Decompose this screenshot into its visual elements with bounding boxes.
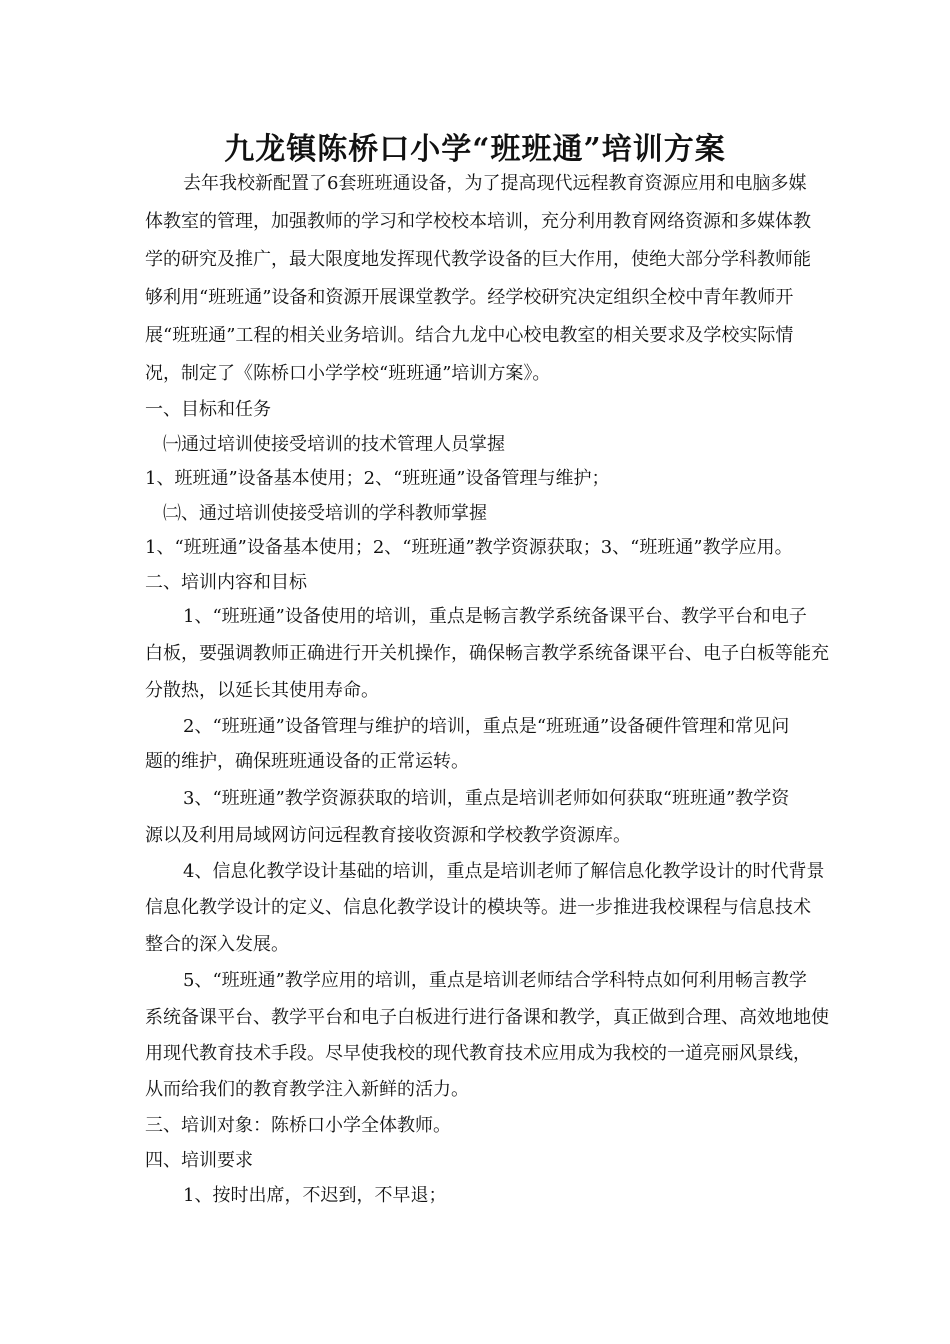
paragraph-line: 信息化教学设计的定义、信息化教学设计的模块等。进一步推进我校课程与信息技术 [145,897,811,918]
section-heading: 四、培训要求 [145,1150,253,1171]
paragraph-line: 展“班班通”工程的相关业务培训。结合九龙中心校电教室的相关要求及学校实际情 [145,325,794,346]
paragraph-line: 体教室的管理，加强教师的学习和学校校本培训，充分利用教育网络资源和多媒体教 [145,211,811,232]
paragraph-line: 5、“班班通”教学应用的培训，重点是培训老师结合学科特点如何利用畅言教学 [183,970,807,991]
paragraph-line: 1、“班班通”设备基本使用；2、“班班通”教学资源获取；3、“班班通”教学应用。 [145,537,793,558]
subsection-heading: ㈡、通过培训使接受培训的学科教师掌握 [163,503,487,524]
paragraph-line: 源以及利用局域网访问远程教育接收资源和学校教学资源库。 [145,825,631,846]
section-heading: 三、培训对象：陈桥口小学全体教师。 [145,1115,451,1136]
paragraph-line: 况，制定了《陈桥口小学学校“班班通”培训方案》。 [145,363,551,384]
paragraph-line: 3、“班班通”教学资源获取的培训，重点是培训老师如何获取“班班通”教学资 [183,788,790,809]
paragraph-line: 整合的深入发展。 [145,934,289,955]
paragraph-line: 题的维护，确保班班通设备的正常运转。 [145,751,469,772]
paragraph-line: 去年我校新配置了6套班班通设备，为了提高现代远程教育资源应用和电脑多媒 [183,173,807,194]
paragraph-line: 学的研究及推广，最大限度地发挥现代教学设备的巨大作用，使绝大部分学科教师能 [145,249,811,270]
paragraph-line: 1、“班班通”设备使用的培训，重点是畅言教学系统备课平台、教学平台和电子 [183,606,807,627]
paragraph-line: 够利用“班班通”设备和资源开展课堂教学。经学校研究决定组织全校中青年教师开 [145,287,794,308]
document-title: 九龙镇陈桥口小学“班班通”培训方案 [224,132,726,167]
list-item: 1、按时出席，不迟到，不早退； [183,1185,447,1206]
section-heading: 一、目标和任务 [145,399,271,420]
paragraph-line: 从而给我们的教育教学注入新鲜的活力。 [145,1079,469,1100]
subsection-heading: ㈠通过培训使接受培训的技术管理人员掌握 [163,434,505,455]
section-heading: 二、培训内容和目标 [145,572,307,593]
paragraph-line: 用现代教育技术手段。尽早使我校的现代教育技术应用成为我校的一道亮丽风景线， [145,1043,811,1064]
paragraph-line: 白板，要强调教师正确进行开关机操作，确保畅言教学系统备课平台、电子白板等能充 [145,643,829,664]
paragraph-line: 4、信息化教学设计基础的培训，重点是培训老师了解信息化教学设计的时代背景 [183,861,825,882]
paragraph-line: 系统备课平台、教学平台和电子白板进行进行备课和教学，真正做到合理、高效地地使 [145,1007,829,1028]
paragraph-line: 2、“班班通”设备管理与维护的培训，重点是“班班通”设备硬件管理和常见问 [183,716,790,737]
paragraph-line: 分散热，以延长其使用寿命。 [145,680,379,701]
paragraph-line: 1、班班通”设备基本使用；2、“班班通”设备管理与维护； [145,468,610,489]
